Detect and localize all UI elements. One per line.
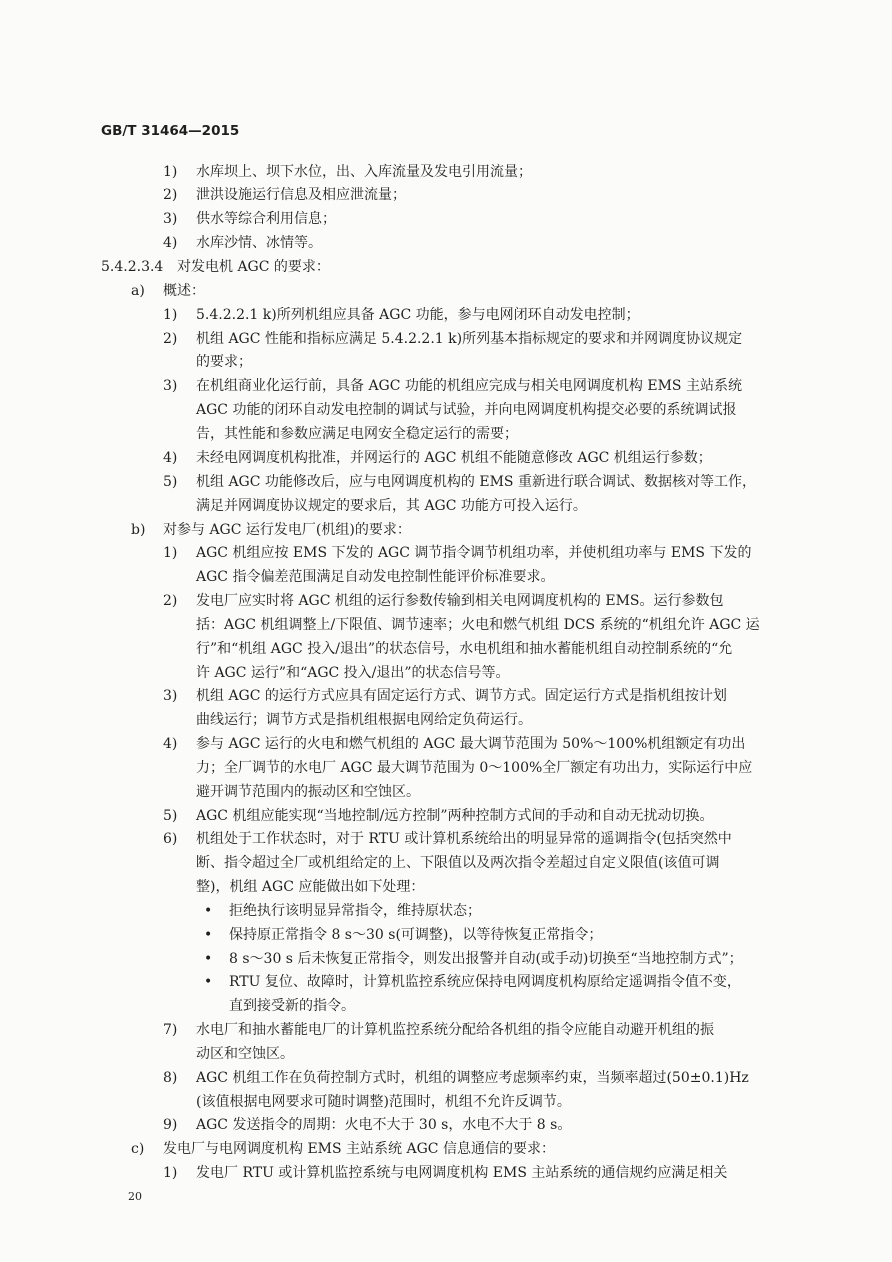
list-item-text: 未经电网调度机构批准，并网运行的 AGC 机组不能随意修改 AGC 机组运行参数； [196,450,712,466]
list-item-number: 5) [163,474,178,490]
clause-title: 对参与 AGC 运行发电厂(机组)的要求： [163,522,411,538]
list-item-text: AGC 机组工作在负荷控制方式时，机组的调整应考虑频率约束，当频率超过(50±0.1)Hz [196,1070,749,1086]
list-item-number: 4) [163,450,178,466]
list-item-text: 发电厂应实时将 AGC 机组的运行参数传输到相关电网调度机构的 EMS。运行参数包 [196,593,724,609]
list-item-number: 1) [163,545,178,561]
list-item-text: 曲线运行；调节方式是指机组根据电网给定负荷运行。 [196,712,532,728]
list-item-text: 整)，机组 AGC 应能做出如下处理： [196,879,425,895]
list-item-number: 3) [163,378,178,394]
clause-label: c) [131,1141,145,1157]
list-item-text: 机组 AGC 的运行方式应具有固定运行方式、调节方式。固定运行方式是指机组按计划 [196,688,727,704]
list-item-number: 5) [163,808,178,824]
list-item-text: 供水等综合利用信息； [196,211,336,227]
section-number: 5.4.2.3.4 [101,259,164,275]
list-item-text: 行”和“机组 AGC 投入/退出”的状态信号，水电机组和抽水蓄能机组自动控制系统的“允 [196,641,733,657]
list-item-text: 括：AGC 机组调整上/下限值、调节速率；火电和燃气机组 DCS 系统的“机组允许 AGC 运 [196,617,760,633]
list-item-text: 告，其性能和参数应满足电网安全稳定运行的需要； [196,426,518,442]
list-item-text: 水库沙情、冰情等。 [196,235,322,251]
list-item-text: 许 AGC 运行”和“AGC 投入/退出”的状态信号等。 [196,665,510,681]
list-item-text: 水库坝上、坝下水位，出、入库流量及发电引用流量； [196,164,532,180]
clause-title: 发电厂与电网调度机构 EMS 主站系统 AGC 信息通信的要求： [163,1141,555,1157]
list-item-text: 动区和空蚀区。 [196,1046,294,1062]
list-item-number: 1) [163,307,178,323]
bullet-item-text: 保持原正常指令 8 s～30 s(可调整)，以等待恢复正常指令； [229,927,603,943]
clause-title: 概述： [163,283,205,299]
list-item-number: 4) [163,736,178,752]
bullet-item-text: 直到接受新的指令。 [229,998,355,1014]
list-item-text: AGC 指令偏差范围满足自动发电控制性能评价标准要求。 [196,569,555,585]
list-item-text: 在机组商业化运行前，具备 AGC 功能的机组应完成与相关电网调度机构 EMS 主站系统 [196,378,742,394]
list-item-text: AGC 发送指令的周期：火电不大于 30 s，水电不大于 8 s。 [196,1117,572,1133]
bullet-icon: • [204,951,213,967]
list-item-text: AGC 机组应按 EMS 下发的 AGC 调节指令调节机组功率，并使机组功率与 EMS 下发的 [196,545,752,561]
list-item-text: 的要求； [196,354,252,370]
list-item-text: 发电厂 RTU 或计算机监控系统与电网调度机构 EMS 主站系统的通信规约应满足相关 [196,1165,728,1181]
list-item-text: (该值根据电网要求可随时调整)范围时，机组不允许反调节。 [196,1094,571,1110]
list-item-number: 2) [163,593,178,609]
list-item-text: AGC 功能的闭环自动发电控制的调试与试验，并向电网调度机构提交必要的系统调试报 [196,402,737,418]
clause-label: a) [131,283,145,299]
list-item-number: 3) [163,211,178,227]
bullet-icon: • [204,903,213,919]
clause-label: b) [131,522,146,538]
list-item-number: 8) [163,1070,178,1086]
list-item-number: 3) [163,688,178,704]
standard-id: GB/T 31464—2015 [101,123,240,139]
list-item-number: 9) [163,1117,178,1133]
list-item-text: 泄洪设施运行信息及相应泄流量； [196,187,406,203]
list-item-text: 参与 AGC 运行的火电和燃气机组的 AGC 最大调节范围为 50%～100%机组额定有功出 [196,736,746,752]
list-item-text: 机组处于工作状态时，对于 RTU 或计算机系统给出的明显异常的遥调指令(包括突然中 [196,831,732,847]
list-item-text: 力；全厂调节的水电厂 AGC 最大调节范围为 0～100%全厂额定有功出力，实际运行中应 [196,760,753,776]
list-item-number: 4) [163,235,178,251]
list-item-number: 1) [163,164,178,180]
list-item-number: 2) [163,187,178,203]
list-item-number: 2) [163,331,178,347]
section-title: 对发电机 AGC 的要求： [177,259,330,275]
list-item-number: 1) [163,1165,178,1181]
bullet-item-text: RTU 复位、故障时，计算机监控系统应保持电网调度机构原给定遥调指令值不变， [229,974,741,990]
bullet-icon: • [204,974,213,990]
list-item-number: 7) [163,1022,178,1038]
list-item-text: 避开调节范围内的振动区和空蚀区。 [196,784,420,800]
list-item-text: AGC 机组应能实现“当地控制/远方控制”两种控制方式间的手动和自动无扰动切换。 [196,808,714,824]
list-item-text: 机组 AGC 功能修改后，应与电网调度机构的 EMS 重新进行联合调试、数据核对等工作， [196,474,756,490]
list-item-text: 机组 AGC 性能和指标应满足 5.4.2.2.1 k)所列基本指标规定的要求和并网调度协议规定 [196,331,743,347]
list-item-text: 满足并网调度协议规定的要求后，其 AGC 功能方可投入运行。 [196,498,587,514]
list-item-text: 断、指令超过全厂或机组给定的上、下限值以及两次指令差超过自定义限值(该值可调 [196,855,720,871]
bullet-item-text: 拒绝执行该明显异常指令，维持原状态； [229,903,481,919]
list-item-number: 6) [163,831,178,847]
page-number: 20 [128,1190,142,1203]
bullet-item-text: 8 s～30 s 后未恢复正常指令，则发出报警并自动(或手动)切换至“当地控制方式”； [229,951,743,967]
list-item-text: 水电厂和抽水蓄能电厂的计算机监控系统分配给各机组的指令应能自动避开机组的振 [196,1022,714,1038]
list-item-text: 5.4.2.2.1 k)所列机组应具备 AGC 功能，参与电网闭环自动发电控制； [196,307,640,323]
bullet-icon: • [204,927,213,943]
